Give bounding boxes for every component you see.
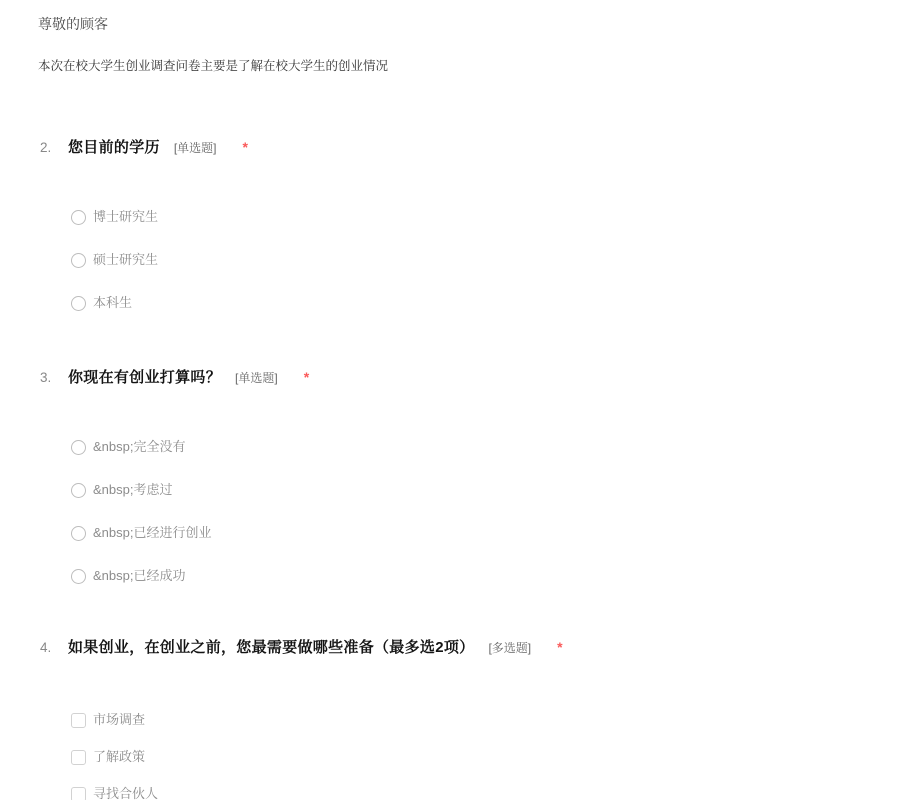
option-row[interactable] xyxy=(71,786,900,800)
checkbox[interactable] xyxy=(71,787,86,800)
radio-button[interactable] xyxy=(71,440,86,455)
question-2-header xyxy=(0,136,900,159)
question-title: 您目前的学历 xyxy=(68,139,160,156)
option-label[interactable]: 本科生 xyxy=(93,295,133,310)
question-2 xyxy=(0,136,900,338)
question-4 xyxy=(0,636,900,800)
question-title: 如果创业，在创业之前，您最需要做哪些准备（最多选2项） xyxy=(68,639,475,656)
option-row[interactable] xyxy=(71,482,900,498)
question-4-header xyxy=(0,636,900,659)
option-label[interactable]: &nbsp;考虑过 xyxy=(93,482,173,497)
option-row[interactable] xyxy=(71,252,900,268)
option-row[interactable] xyxy=(71,525,900,541)
question-type-tag: [多选题] xyxy=(488,641,532,655)
checkbox[interactable] xyxy=(71,750,86,765)
option-row[interactable] xyxy=(71,295,900,311)
question-number: 3. xyxy=(40,370,52,385)
option-label[interactable]: 寻找合伙人 xyxy=(93,786,159,800)
option-row[interactable] xyxy=(71,749,900,765)
question-3-header xyxy=(0,366,900,389)
option-label[interactable]: 了解政策 xyxy=(93,749,146,764)
checkbox[interactable] xyxy=(71,713,86,728)
option-label[interactable]: &nbsp;完全没有 xyxy=(93,439,186,454)
question-type-tag: [单选题] xyxy=(173,141,217,155)
radio-button[interactable] xyxy=(71,296,86,311)
option-label[interactable]: 市场调查 xyxy=(93,712,146,727)
question-number: 4. xyxy=(40,640,52,655)
option-row[interactable] xyxy=(71,712,900,728)
required-asterisk: * xyxy=(303,369,310,385)
radio-button[interactable] xyxy=(71,253,86,268)
survey-description: 本次在校大学生创业调查问卷主要是了解在校大学生的创业情况 xyxy=(38,59,389,73)
question-type-tag: [单选题] xyxy=(235,371,278,385)
question-number: 2. xyxy=(40,140,52,155)
option-row[interactable] xyxy=(71,209,900,225)
option-label[interactable]: 硕士研究生 xyxy=(93,252,159,267)
question-4-options xyxy=(0,712,900,800)
radio-button[interactable] xyxy=(71,483,86,498)
radio-button[interactable] xyxy=(71,210,86,225)
option-row[interactable] xyxy=(71,439,900,455)
radio-button[interactable] xyxy=(71,569,86,584)
question-3-options xyxy=(0,439,900,584)
radio-button[interactable] xyxy=(71,526,86,541)
question-title: 你现在有创业打算吗？ xyxy=(68,369,222,386)
option-label[interactable]: &nbsp;已经进行创业 xyxy=(93,525,212,540)
option-row[interactable] xyxy=(71,568,900,584)
greeting: 尊敬的顾客 xyxy=(38,16,108,32)
required-asterisk: * xyxy=(557,639,563,655)
question-2-options xyxy=(0,209,900,311)
required-asterisk: * xyxy=(242,139,248,155)
question-3 xyxy=(0,366,900,611)
option-label[interactable]: 博士研究生 xyxy=(93,209,159,224)
option-label[interactable]: &nbsp;已经成功 xyxy=(93,568,186,583)
